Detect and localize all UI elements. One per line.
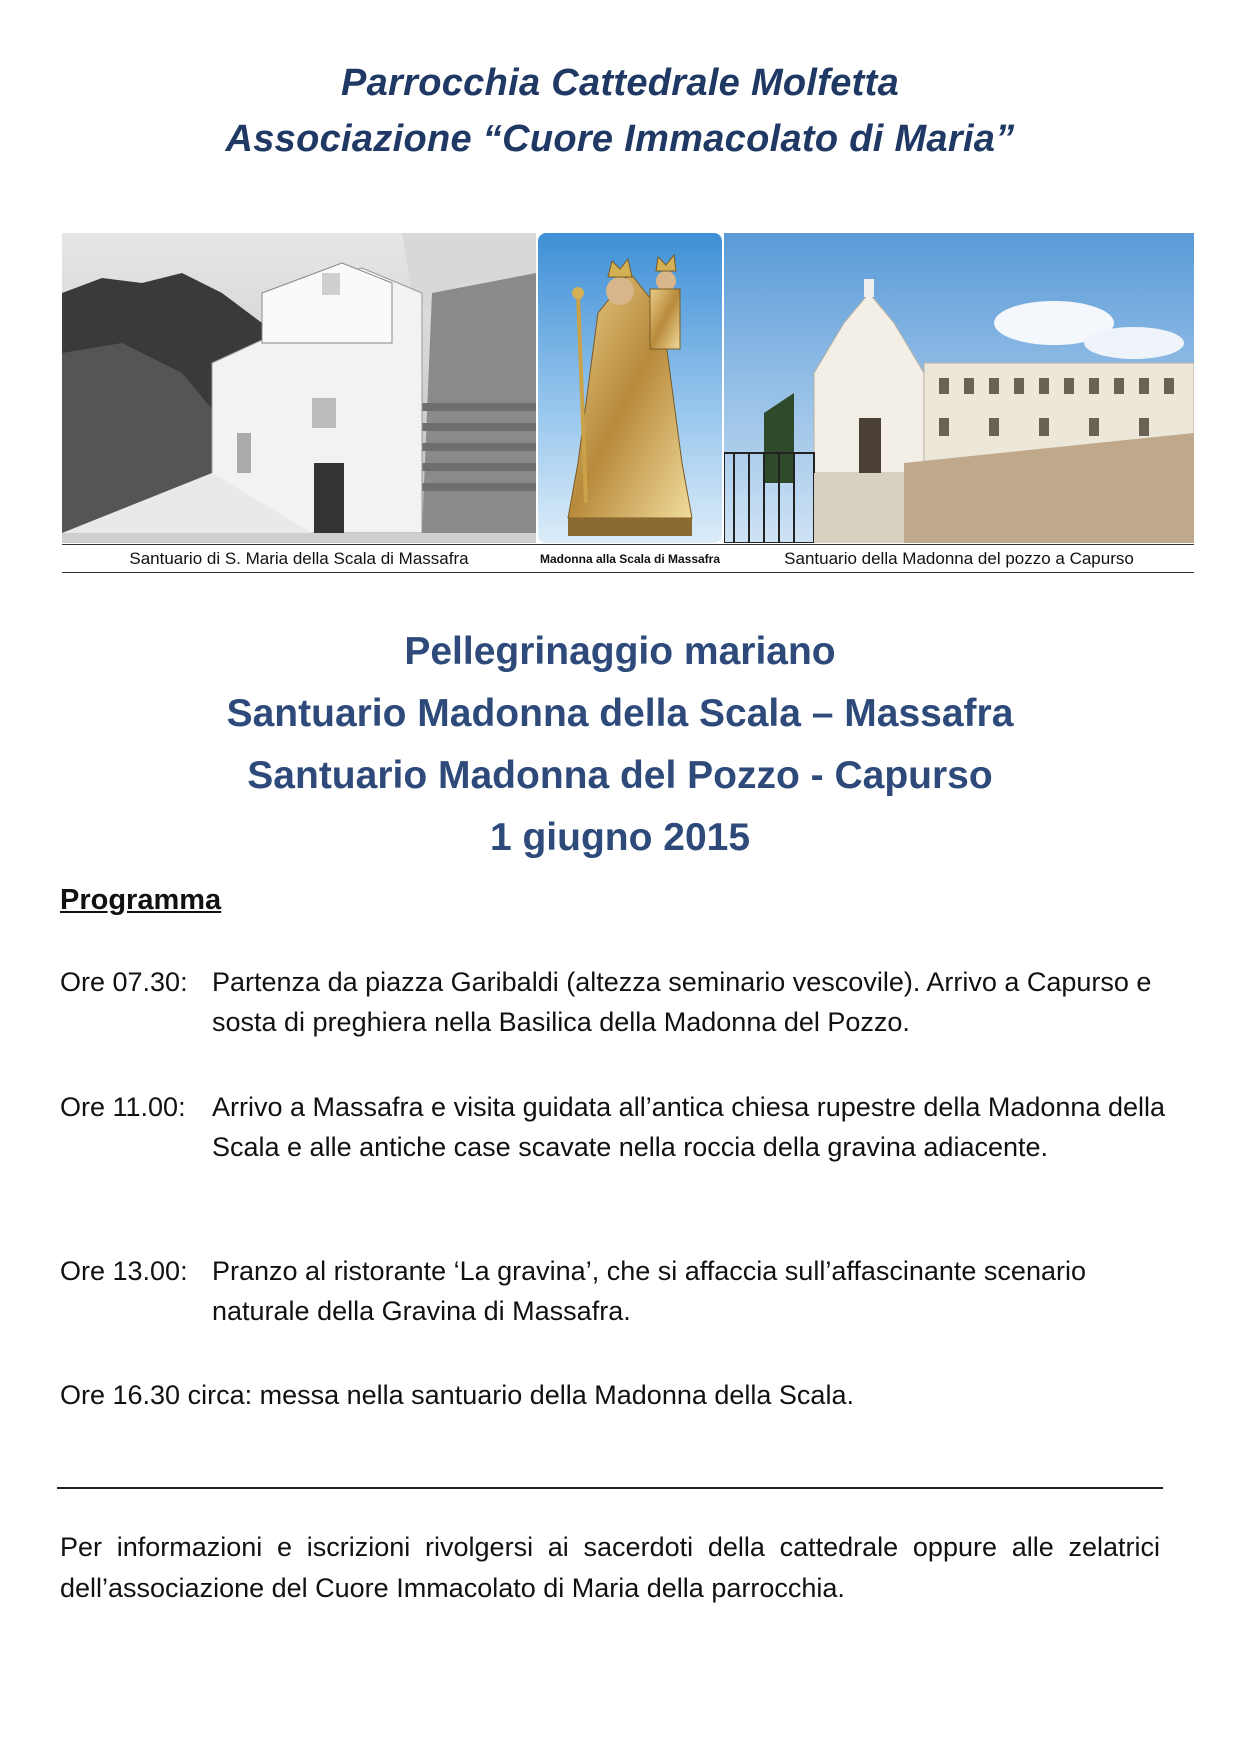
photo-santuario-scala [62,233,536,543]
event-date: 1 giugno 2015 [489,816,751,859]
program-item-text: Ore 16.30 circa: messa nella santuario della Madonna della Scala. [60,1380,854,1410]
program-item-text: Arrivo a Massafra e visita guidata all’antica chiesa rupestre della Madonna della Scala e alle antiche case scavate nella roccia della gravina adiacente. [212,1092,1166,1162]
photo-madonna-statue [538,233,722,543]
event-title: Pellegrinaggio mariano [404,630,836,673]
program-item-time: Ore 13.00: [60,1256,188,1286]
photo-santuario-pozzo [724,233,1194,543]
caption-rule-bottom [62,572,1194,573]
program-item [60,1251,1170,1331]
destination-2: Santuario Madonna del Pozzo - Capurso [247,754,993,797]
caption-right: Santuario della Madonna del pozzo a Capurso [784,549,1134,568]
contact-info: Per informazioni e iscrizioni rivolgersi ai sacerdoti della cattedrale oppure alle zelatrici dell’associazione del Cuore Immacolato di Maria della parrocchia. [60,1532,1160,1603]
photo-strip [62,233,1194,573]
program-heading: Programma [60,884,222,916]
caption-center: Madonna alla Scala di Massafra [539,552,721,566]
section-divider [57,1487,1163,1489]
program-item-text: Pranzo al ristorante ‘La gravina’, che si affaccia sull’affascinante scenario naturale della Gravina di Massafra. [212,1256,1086,1326]
caption-left: Santuario di S. Maria della Scala di Massafra [129,549,469,568]
association-name: Associazione “Cuore Immacolato di Maria” [225,118,1015,160]
program-item-text: Partenza da piazza Garibaldi (altezza seminario vescovile). Arrivo a Capurso e sosta di preghiera nella Basilica della Madonna del Pozzo. [212,967,1152,1037]
program-item [60,1087,1170,1167]
parish-name: Parrocchia Cattedrale Molfetta [340,62,900,104]
program-item [60,1375,1170,1415]
destination-1: Santuario Madonna della Scala – Massafra [226,692,1014,735]
program-item [60,962,1170,1042]
program-item-time: Ore 07.30: [60,967,188,997]
program-item-time: Ore 11.00: [60,1092,186,1122]
